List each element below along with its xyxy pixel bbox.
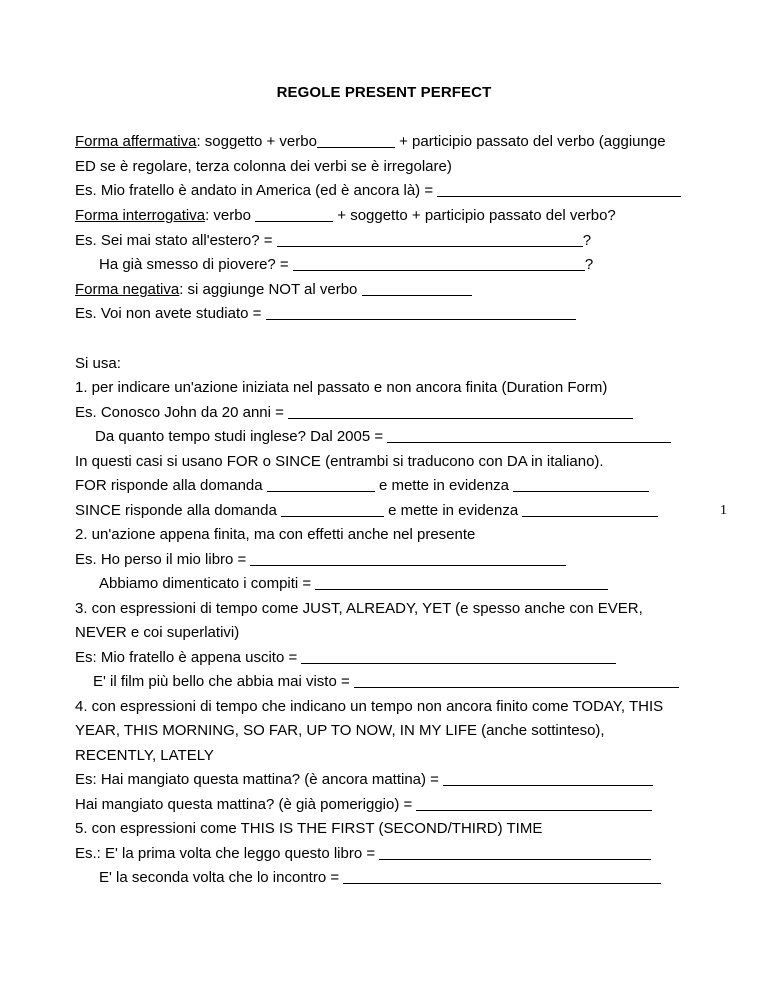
example-text: Es.: E' la prima volta che leggo questo libro = [75, 845, 380, 862]
use1-heading: 1. per indicare un'azione iniziata nel passato e non ancora finita (Duration Form) [75, 379, 608, 396]
blank-field[interactable] [522, 502, 658, 517]
use4-heading-3: RECENTLY, LATELY [75, 747, 214, 764]
example-text: Abbiamo dimenticato i compiti = [99, 575, 316, 592]
example-text: Ha già smesso di piovere? = [99, 256, 293, 273]
blank-field[interactable] [250, 551, 566, 566]
use3-heading-1: 3. con espressioni di tempo come JUST, ALREADY, YET (e spesso anche con EVER, [75, 600, 643, 617]
use5-heading: 5. con espressioni come THIS IS THE FIRST (SECOND/THIRD) TIME [75, 820, 543, 837]
blank-field[interactable] [387, 428, 671, 443]
example-text: Es: Mio fratello è appena uscito = [75, 649, 302, 666]
example-text: Da quanto tempo studi inglese? Dal 2005 = [95, 428, 388, 445]
since-text: SINCE risponde alla domanda [75, 502, 281, 519]
interrogativa-text: : verbo [205, 207, 256, 224]
use5-example-2 [99, 869, 661, 887]
negativa-text: : si aggiunge NOT al verbo [179, 281, 362, 298]
use4-example-2 [75, 796, 652, 814]
use1-note: In questi casi si usano FOR o SINCE (entrambi si traducono con DA in italiano). [75, 453, 604, 470]
page-number: 1 [720, 503, 727, 518]
example-text: E' il film più bello che abbia mai visto = [93, 673, 354, 690]
example-text: Es. Mio fratello è andato in America (ed è ancora là) = [75, 182, 438, 199]
blank-field[interactable] [443, 771, 653, 786]
blank-field[interactable] [281, 502, 384, 517]
use4-heading-2: YEAR, THIS MORNING, SO FAR, UP TO NOW, IN MY LIFE (anche sottinteso), [75, 722, 605, 739]
affermativa-text-2: + participio passato del verbo (aggiunge [394, 133, 666, 150]
example-text: Es. Sei mai stato all'estero? = [75, 232, 277, 249]
blank-field[interactable] [293, 256, 585, 271]
interrogativa-example-1 [75, 232, 591, 250]
example-text: Es. Voi non avete studiato = [75, 305, 266, 322]
blank-field[interactable] [315, 575, 608, 590]
blank-field[interactable] [379, 845, 651, 860]
use3-example-2 [93, 673, 679, 691]
use2-heading: 2. un'azione appena finita, ma con effetti anche nel presente [75, 526, 476, 543]
question-mark: ? [584, 256, 594, 273]
negativa-line [75, 281, 472, 299]
affermativa-text: : soggetto + verbo [196, 133, 317, 150]
use4-example-1 [75, 771, 653, 789]
blank-field[interactable] [288, 404, 633, 419]
negativa-example [75, 305, 576, 323]
blank-field[interactable] [343, 869, 661, 884]
example-text: E' la seconda volta che lo incontro = [99, 869, 344, 886]
blank-field[interactable] [362, 281, 472, 296]
use3-example-1 [75, 649, 616, 667]
interrogativa-example-2 [99, 256, 593, 274]
blank-field[interactable] [301, 649, 616, 664]
blank-field[interactable] [354, 673, 679, 688]
use3-heading-2: NEVER e coi superlativi) [75, 624, 240, 641]
for-text-2: e mette in evidenza [374, 477, 514, 494]
page-title: REGOLE PRESENT PERFECT [276, 84, 492, 101]
blank-field[interactable] [255, 207, 333, 222]
example-text: Hai mangiato questa mattina? (è già pomeriggio) = [75, 796, 417, 813]
interrogativa-text-2: + soggetto + participio passato del verbo? [333, 207, 616, 224]
blank-field[interactable] [277, 232, 583, 247]
use5-example-1 [75, 845, 651, 863]
example-text: Es. Ho perso il mio libro = [75, 551, 251, 568]
affermativa-line-2: ED se è regolare, terza colonna dei verbi se è irregolare) [75, 158, 452, 175]
interrogativa-label: Forma interrogativa [75, 207, 206, 224]
affermativa-label: Forma affermativa [75, 133, 197, 150]
blank-field[interactable] [513, 477, 649, 492]
blank-field[interactable] [266, 305, 576, 320]
blank-field[interactable] [416, 796, 652, 811]
affermativa-line [75, 133, 666, 151]
uses-intro: Si usa: [75, 355, 121, 372]
use1-example-1 [75, 404, 633, 422]
negativa-label: Forma negativa [75, 281, 180, 298]
blank-field[interactable] [317, 133, 395, 148]
example-text: Es. Conosco John da 20 anni = [75, 404, 289, 421]
since-line [75, 502, 658, 520]
interrogativa-line [75, 207, 616, 225]
example-text: Es: Hai mangiato questa mattina? (è ancora mattina) = [75, 771, 444, 788]
blank-field[interactable] [267, 477, 375, 492]
for-text: FOR risponde alla domanda [75, 477, 267, 494]
use1-example-2 [95, 428, 671, 446]
affermativa-example [75, 182, 681, 200]
question-mark: ? [582, 232, 592, 249]
use2-example-1 [75, 551, 566, 569]
since-text-2: e mette in evidenza [383, 502, 523, 519]
use4-heading-1: 4. con espressioni di tempo che indicano un tempo non ancora finito come TODAY, THIS [75, 698, 664, 715]
for-line [75, 477, 649, 495]
blank-field[interactable] [437, 182, 681, 197]
use2-example-2 [99, 575, 608, 593]
